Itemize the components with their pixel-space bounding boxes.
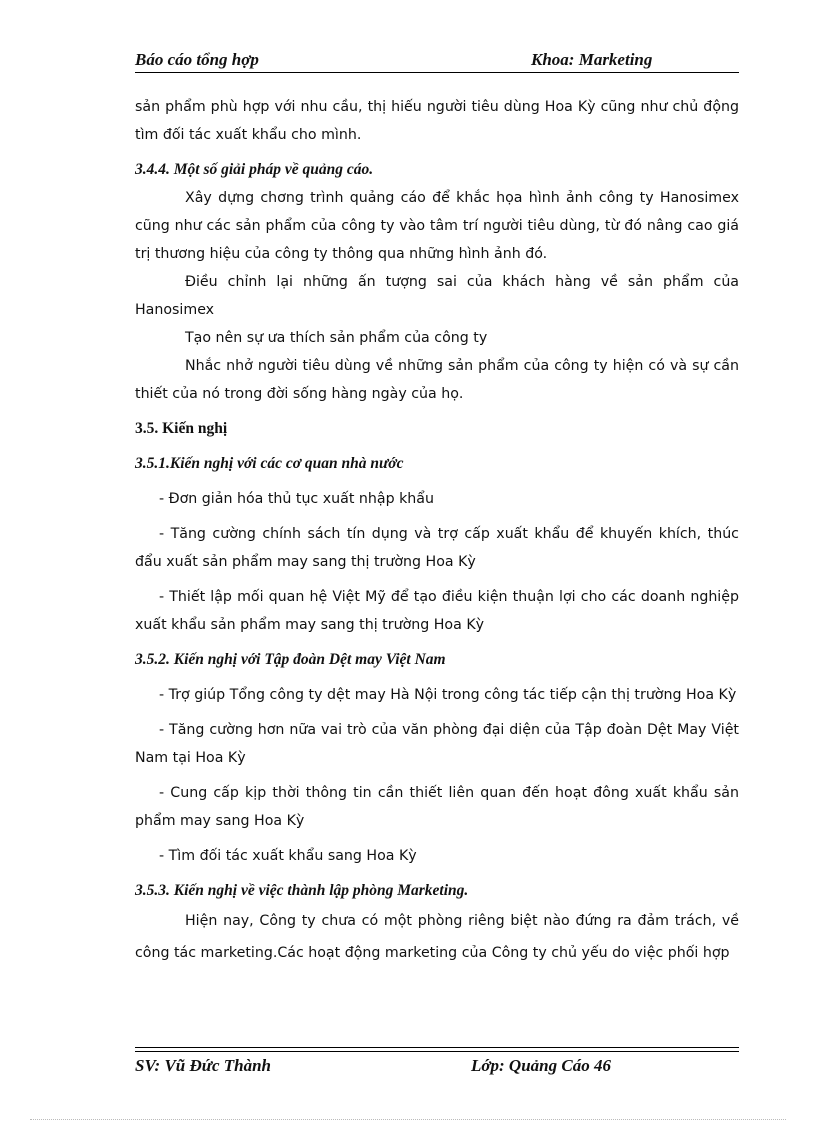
list-item-vinatex-3: - Cung cấp kịp thời thông tin cần thiết liên quan đến hoạt đông xuất khẩu sản phẩm may sang Hoa Kỳ [135, 785, 739, 829]
header-report-title: Báo cáo tổng hợp [135, 50, 259, 69]
list-item-state-2: - Tăng cường chính sách tín dụng và trợ cấp xuất khẩu để khuyến khích, thúc đẩu xuất sản phẩm may sang thị trường Hoa Kỳ [135, 526, 739, 570]
list-item-vinatex-1: - Trợ giúp Tổng công ty dệt may Hà Nội trong công tác tiếp cận thị trường Hoa Kỳ [159, 687, 737, 703]
heading-3-5: 3.5. Kiến nghị [135, 420, 228, 437]
paragraph-ad-1: Xây dựng chơng trình quảng cáo để khắc họa hình ảnh công ty Hanosimex cũng như các sản phẩm của công ty vào tâm trí người tiêu dùng, từ đó nâng cao giá trị thương hiệu của công ty thông qua những hình ảnh đó. [135, 190, 739, 262]
footer-student-name: SV: Vũ Đức Thành [135, 1056, 271, 1075]
list-item-state-1: - Đơn giản hóa thủ tục xuất nhập khẩu [159, 491, 434, 507]
header-faculty: Khoa: Marketing [531, 50, 653, 69]
heading-3-5-3: 3.5.3. Kiến nghị về việc thành lập phòng Marketing. [135, 882, 469, 899]
heading-3-5-1: 3.5.1.Kiến nghị với các cơ quan nhà nước [135, 455, 404, 472]
heading-3-4-4: 3.4.4. Một số giải pháp về quảng cáo. [135, 161, 374, 178]
paragraph-marketing-dept: Hiện nay, Công ty chưa có một phòng riêng biệt nào đứng ra đảm trách, về công tác marketing.Các hoạt động marketing của Công ty chủ yếu do việc phối hợp [135, 913, 739, 961]
footer-class: Lớp: Quảng Cáo 46 [471, 1056, 611, 1075]
list-item-state-3: - Thiết lập mối quan hệ Việt Mỹ để tạo điều kiện thuận lợi cho các doanh nghiệp xuất khẩu sản phẩm may sang thị trường Hoa Kỳ [135, 589, 739, 633]
paragraph-ad-3: Tạo nên sự ưa thích sản phẩm của công ty [185, 330, 488, 346]
page-bottom-divider [30, 1119, 786, 1120]
page-footer [135, 1047, 739, 1084]
paragraph-ad-2: Điều chỉnh lại những ấn tượng sai của khách hàng về sản phẩm của Hanosimex [135, 274, 739, 318]
paragraph-intro: sản phẩm phù hợp với nhu cầu, thị hiếu người tiêu dùng Hoa Kỳ cũng như chủ động tìm đối tác xuất khẩu cho mình. [135, 99, 739, 143]
list-item-vinatex-2: - Tăng cường hơn nữa vai trò của văn phòng đại diện của Tập đoàn Dệt May Việt Nam tại Hoa Kỳ [135, 722, 739, 766]
page-body [135, 93, 739, 969]
page-header [135, 48, 739, 73]
paragraph-ad-4: Nhắc nhở người tiêu dùng về những sản phẩm của công ty hiện có và sự cần thiết của nó trong đời sống hàng ngày của họ. [135, 358, 739, 402]
list-item-vinatex-4: - Tìm đối tác xuất khẩu sang Hoa Kỳ [159, 848, 417, 864]
heading-3-5-2: 3.5.2. Kiến nghị với Tập đoàn Dệt may Việt Nam [135, 651, 446, 668]
